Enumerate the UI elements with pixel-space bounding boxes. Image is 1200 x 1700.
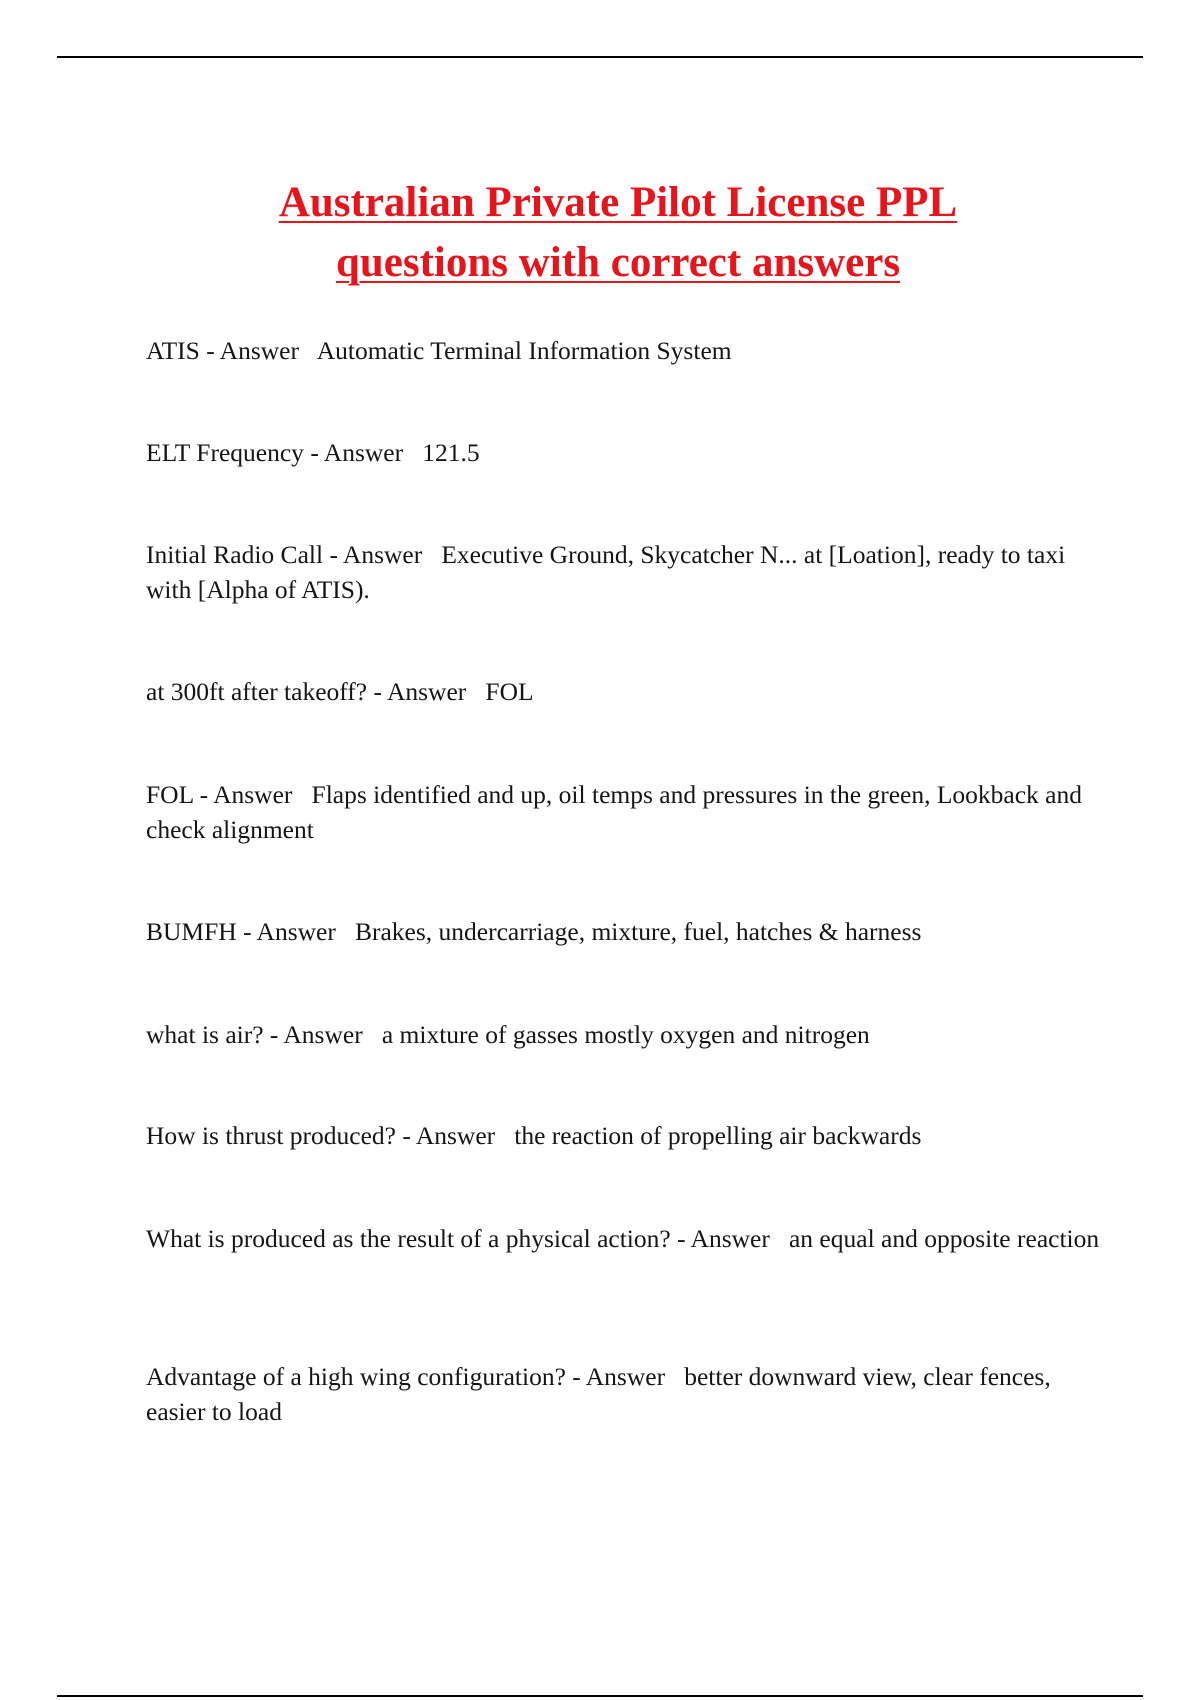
answer-separator: - Answer [193,780,312,809]
answer-separator: - Answer [565,1362,685,1391]
question-text: Advantage of a high wing configuration? [146,1362,566,1391]
question-text: Initial Radio Call [146,540,324,569]
question-text: BUMFH [146,917,237,946]
question-text: at 300ft after takeoff? [146,677,368,706]
answer-text: Automatic Terminal Information System [316,336,732,365]
document-title [0,173,1200,293]
qa-entry-thrust [146,1118,1106,1153]
answer-text: a mixture of gasses mostly oxygen and nitrogen [381,1020,870,1049]
qa-entry-initial-radio-call [146,537,1106,607]
qa-entry-elt-frequency [146,435,1106,470]
question-text: FOL [146,780,194,809]
answer-text: FOL [485,677,534,706]
answer-text: an equal and opposite reaction [788,1224,1100,1253]
question-text: ATIS [146,336,200,365]
answer-separator: - Answer [199,336,317,365]
qa-entry-fol [146,777,1106,847]
question-text: ELT Frequency [146,438,304,467]
question-text: what is air? [146,1020,264,1049]
footer-rule [57,1695,1143,1697]
title-line-1: Australian Private Pilot License PPL [278,178,958,226]
question-text: What is produced as the result of a physical action? [146,1224,671,1253]
answer-text: Flaps identified and up, oil temps and pressures in the green, Lookback and check alignment [146,780,1082,844]
qa-entry-physical-action [146,1221,1106,1256]
question-text: How is thrust produced? [146,1121,396,1150]
answer-separator: - Answer [263,1020,382,1049]
answer-text: the reaction of propelling air backwards [514,1121,922,1150]
qa-entry-high-wing [146,1359,1106,1429]
answer-separator: - Answer [323,540,442,569]
answer-separator: - Answer [303,438,423,467]
qa-entry-what-is-air [146,1017,1106,1052]
answer-separator: - Answer [236,917,355,946]
answer-text: better downward view, clear fences, easier to load [146,1362,1051,1426]
title-line-2: questions with correct answers [335,238,901,286]
qa-entry-atis [146,333,1106,368]
answer-separator: - Answer [396,1121,515,1150]
qa-entry-300ft [146,674,1106,709]
answer-separator: - Answer [670,1224,789,1253]
header-rule [57,56,1143,58]
answer-text: Brakes, undercarriage, mixture, fuel, hatches & harness [354,917,922,946]
qa-entry-bumfh [146,914,1106,949]
answer-separator: - Answer [367,677,486,706]
answer-text: Executive Ground, Skycatcher N... at [Loation], ready to taxi with [Alpha of ATIS). [146,540,1066,604]
answer-text: 121.5 [422,438,480,467]
